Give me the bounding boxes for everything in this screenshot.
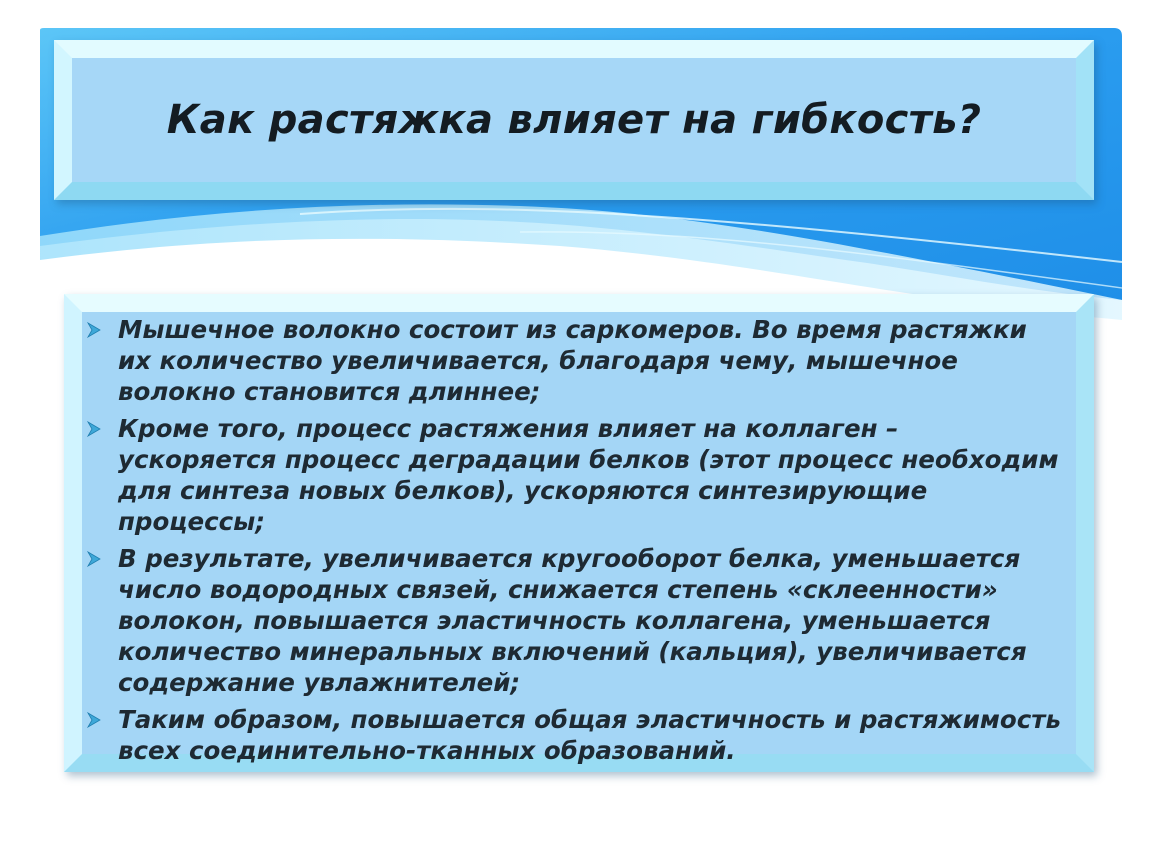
bullet-text: Мышечное волокно состоит из саркомеров. Во время растяжки их количество увеличивается, благодаря чему, мышечное волокно становится длиннее; [118, 315, 1027, 406]
bullet-text: Кроме того, процесс растяжения влияет на коллаген – ускоряется процесс деградации белков (этот процесс необходим для синтеза новых белков), ускоряются синтезирующие процессы; [118, 414, 1059, 536]
slide-title: Как растяжка влияет на гибкость? [166, 97, 982, 143]
bullet-item [84, 314, 1064, 407]
title-frame [54, 40, 1094, 200]
bullet-text: В результате, увеличивается кругооборот белка, уменьшается число водородных связей, снижается степень «склеенности» волокон, повышается эластичность коллагена, уменьшается количество минеральных включений (кальция), увеличивается содержание увлажнителей; [118, 544, 1027, 697]
bullet-list [84, 314, 1064, 772]
arrow-bullet-icon [86, 712, 102, 728]
content-frame [64, 294, 1094, 772]
arrow-bullet-icon [86, 551, 102, 567]
bullet-item [84, 543, 1064, 698]
arrow-bullet-icon [86, 322, 102, 338]
bullet-item [84, 704, 1064, 766]
bullet-item [84, 413, 1064, 537]
arrow-bullet-icon [86, 421, 102, 437]
bullet-text: Таким образом, повышается общая эластичность и растяжимость всех соединительно-тканных образований. [118, 705, 1061, 765]
